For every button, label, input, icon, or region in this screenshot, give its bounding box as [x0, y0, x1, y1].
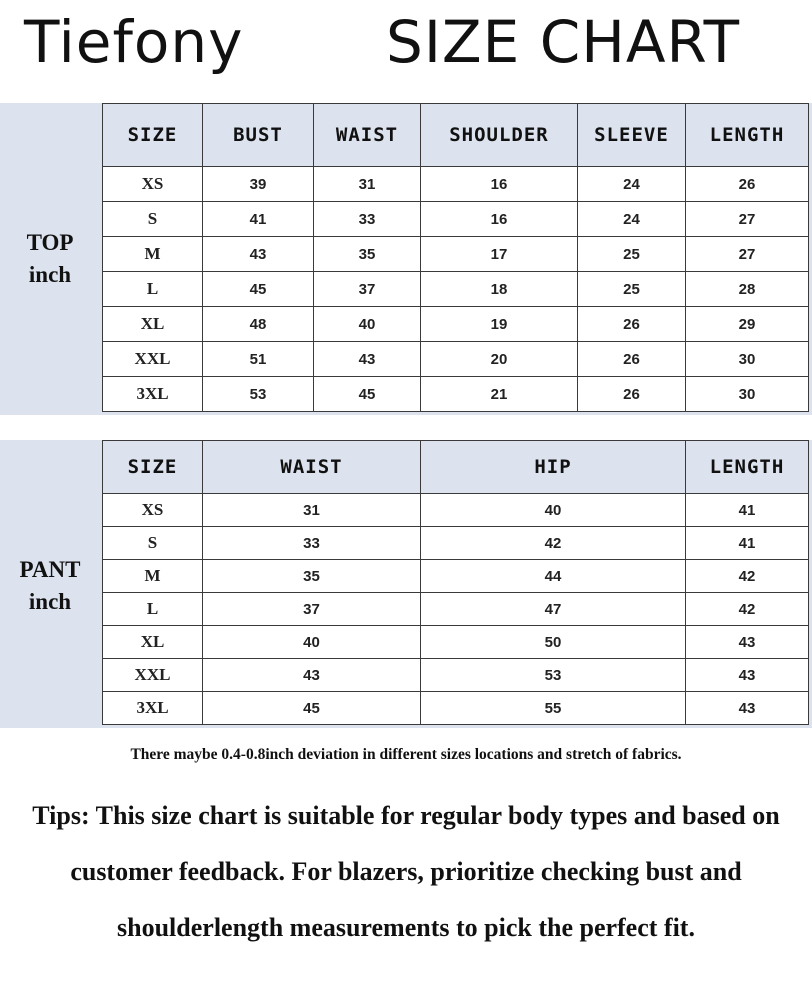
- table-cell: 27: [686, 237, 809, 272]
- top-label-unit: inch: [28, 262, 72, 287]
- table-cell: 28: [686, 272, 809, 307]
- size-cell: 3XL: [103, 692, 203, 725]
- table-row: [103, 560, 809, 593]
- size-cell: XL: [103, 626, 203, 659]
- table-row: [103, 377, 809, 412]
- table-cell: 30: [686, 377, 809, 412]
- table-row: [103, 202, 809, 237]
- table-cell: 37: [314, 272, 421, 307]
- size-cell: L: [103, 593, 203, 626]
- table-cell: 21: [421, 377, 578, 412]
- table-cell: 44: [421, 560, 686, 593]
- table-cell: 17: [421, 237, 578, 272]
- top-label-garment: TOP: [26, 230, 74, 255]
- table-cell: 45: [203, 692, 421, 725]
- table-row: [103, 272, 809, 307]
- table-cell: 25: [578, 237, 686, 272]
- table-row: [103, 692, 809, 725]
- table-cell: 33: [314, 202, 421, 237]
- table-row: [103, 494, 809, 527]
- size-cell: M: [103, 560, 203, 593]
- table-row: [103, 593, 809, 626]
- size-cell: M: [103, 237, 203, 272]
- table-row: [103, 167, 809, 202]
- table-cell: 33: [203, 527, 421, 560]
- table-cell: 43: [203, 237, 314, 272]
- table-row: [103, 659, 809, 692]
- table-cell: 24: [578, 167, 686, 202]
- table-cell: 42: [686, 593, 809, 626]
- table-cell: 26: [578, 342, 686, 377]
- table-cell: 26: [578, 307, 686, 342]
- table-cell: 43: [314, 342, 421, 377]
- table-cell: 40: [203, 626, 421, 659]
- table-cell: 29: [686, 307, 809, 342]
- table-cell: 31: [203, 494, 421, 527]
- table-cell: 51: [203, 342, 314, 377]
- fit-tips: Tips: This size chart is suitable for regular body types and based on customer feedback. For blazers, prioritize checking bust and shoulderlength measurements to pick the perfect fit.: [32, 801, 780, 942]
- table-cell: 48: [203, 307, 314, 342]
- table-cell: 43: [686, 626, 809, 659]
- pant-label-garment: PANT: [19, 557, 81, 582]
- table-cell: 43: [203, 659, 421, 692]
- table-cell: 45: [203, 272, 314, 307]
- table-cell: 16: [421, 167, 578, 202]
- size-cell: L: [103, 272, 203, 307]
- table-cell: 26: [578, 377, 686, 412]
- table-cell: 42: [421, 527, 686, 560]
- column-header: SIZE: [103, 104, 203, 167]
- table-cell: 19: [421, 307, 578, 342]
- table-cell: 31: [314, 167, 421, 202]
- table-cell: 43: [686, 659, 809, 692]
- table-cell: 37: [203, 593, 421, 626]
- column-header: WAIST: [314, 104, 421, 167]
- table-cell: 35: [314, 237, 421, 272]
- header: [0, 0, 812, 92]
- table-cell: 45: [314, 377, 421, 412]
- pant-label-unit: inch: [28, 589, 72, 614]
- page-title: SIZE CHART: [386, 8, 741, 76]
- table-cell: 35: [203, 560, 421, 593]
- size-cell: XXL: [103, 659, 203, 692]
- table-cell: 40: [421, 494, 686, 527]
- table-cell: 41: [686, 527, 809, 560]
- pant-section-label: [0, 554, 100, 618]
- size-cell: 3XL: [103, 377, 203, 412]
- table-cell: 47: [421, 593, 686, 626]
- size-cell: XS: [103, 494, 203, 527]
- table-row: [103, 626, 809, 659]
- table-cell: 55: [421, 692, 686, 725]
- column-header: LENGTH: [686, 441, 809, 494]
- deviation-note: There maybe 0.4-0.8inch deviation in different sizes locations and stretch of fabrics.: [130, 746, 682, 763]
- top-section-label: [0, 227, 100, 291]
- table-cell: 24: [578, 202, 686, 237]
- size-cell: S: [103, 527, 203, 560]
- pant-size-table: [102, 440, 809, 725]
- size-cell: S: [103, 202, 203, 237]
- table-cell: 25: [578, 272, 686, 307]
- size-cell: XXL: [103, 342, 203, 377]
- column-header: BUST: [203, 104, 314, 167]
- column-header: SHOULDER: [421, 104, 578, 167]
- table-cell: 50: [421, 626, 686, 659]
- column-header: LENGTH: [686, 104, 809, 167]
- table-row: [103, 307, 809, 342]
- table-cell: 27: [686, 202, 809, 237]
- column-header: WAIST: [203, 441, 421, 494]
- column-header: SLEEVE: [578, 104, 686, 167]
- table-cell: 30: [686, 342, 809, 377]
- table-cell: 39: [203, 167, 314, 202]
- table-cell: 53: [421, 659, 686, 692]
- table-header-row: [103, 104, 809, 167]
- table-cell: 42: [686, 560, 809, 593]
- top-size-section: [0, 103, 812, 415]
- top-size-table: [102, 103, 809, 412]
- pant-size-section: [0, 440, 812, 728]
- size-cell: XS: [103, 167, 203, 202]
- table-cell: 40: [314, 307, 421, 342]
- table-header-row: [103, 441, 809, 494]
- table-cell: 20: [421, 342, 578, 377]
- table-cell: 18: [421, 272, 578, 307]
- table-cell: 43: [686, 692, 809, 725]
- table-cell: 26: [686, 167, 809, 202]
- brand-name: Tiefony: [24, 8, 244, 76]
- table-cell: 16: [421, 202, 578, 237]
- table-row: [103, 527, 809, 560]
- column-header: SIZE: [103, 441, 203, 494]
- table-row: [103, 342, 809, 377]
- size-cell: XL: [103, 307, 203, 342]
- table-cell: 41: [686, 494, 809, 527]
- column-header: HIP: [421, 441, 686, 494]
- table-row: [103, 237, 809, 272]
- table-cell: 53: [203, 377, 314, 412]
- table-cell: 41: [203, 202, 314, 237]
